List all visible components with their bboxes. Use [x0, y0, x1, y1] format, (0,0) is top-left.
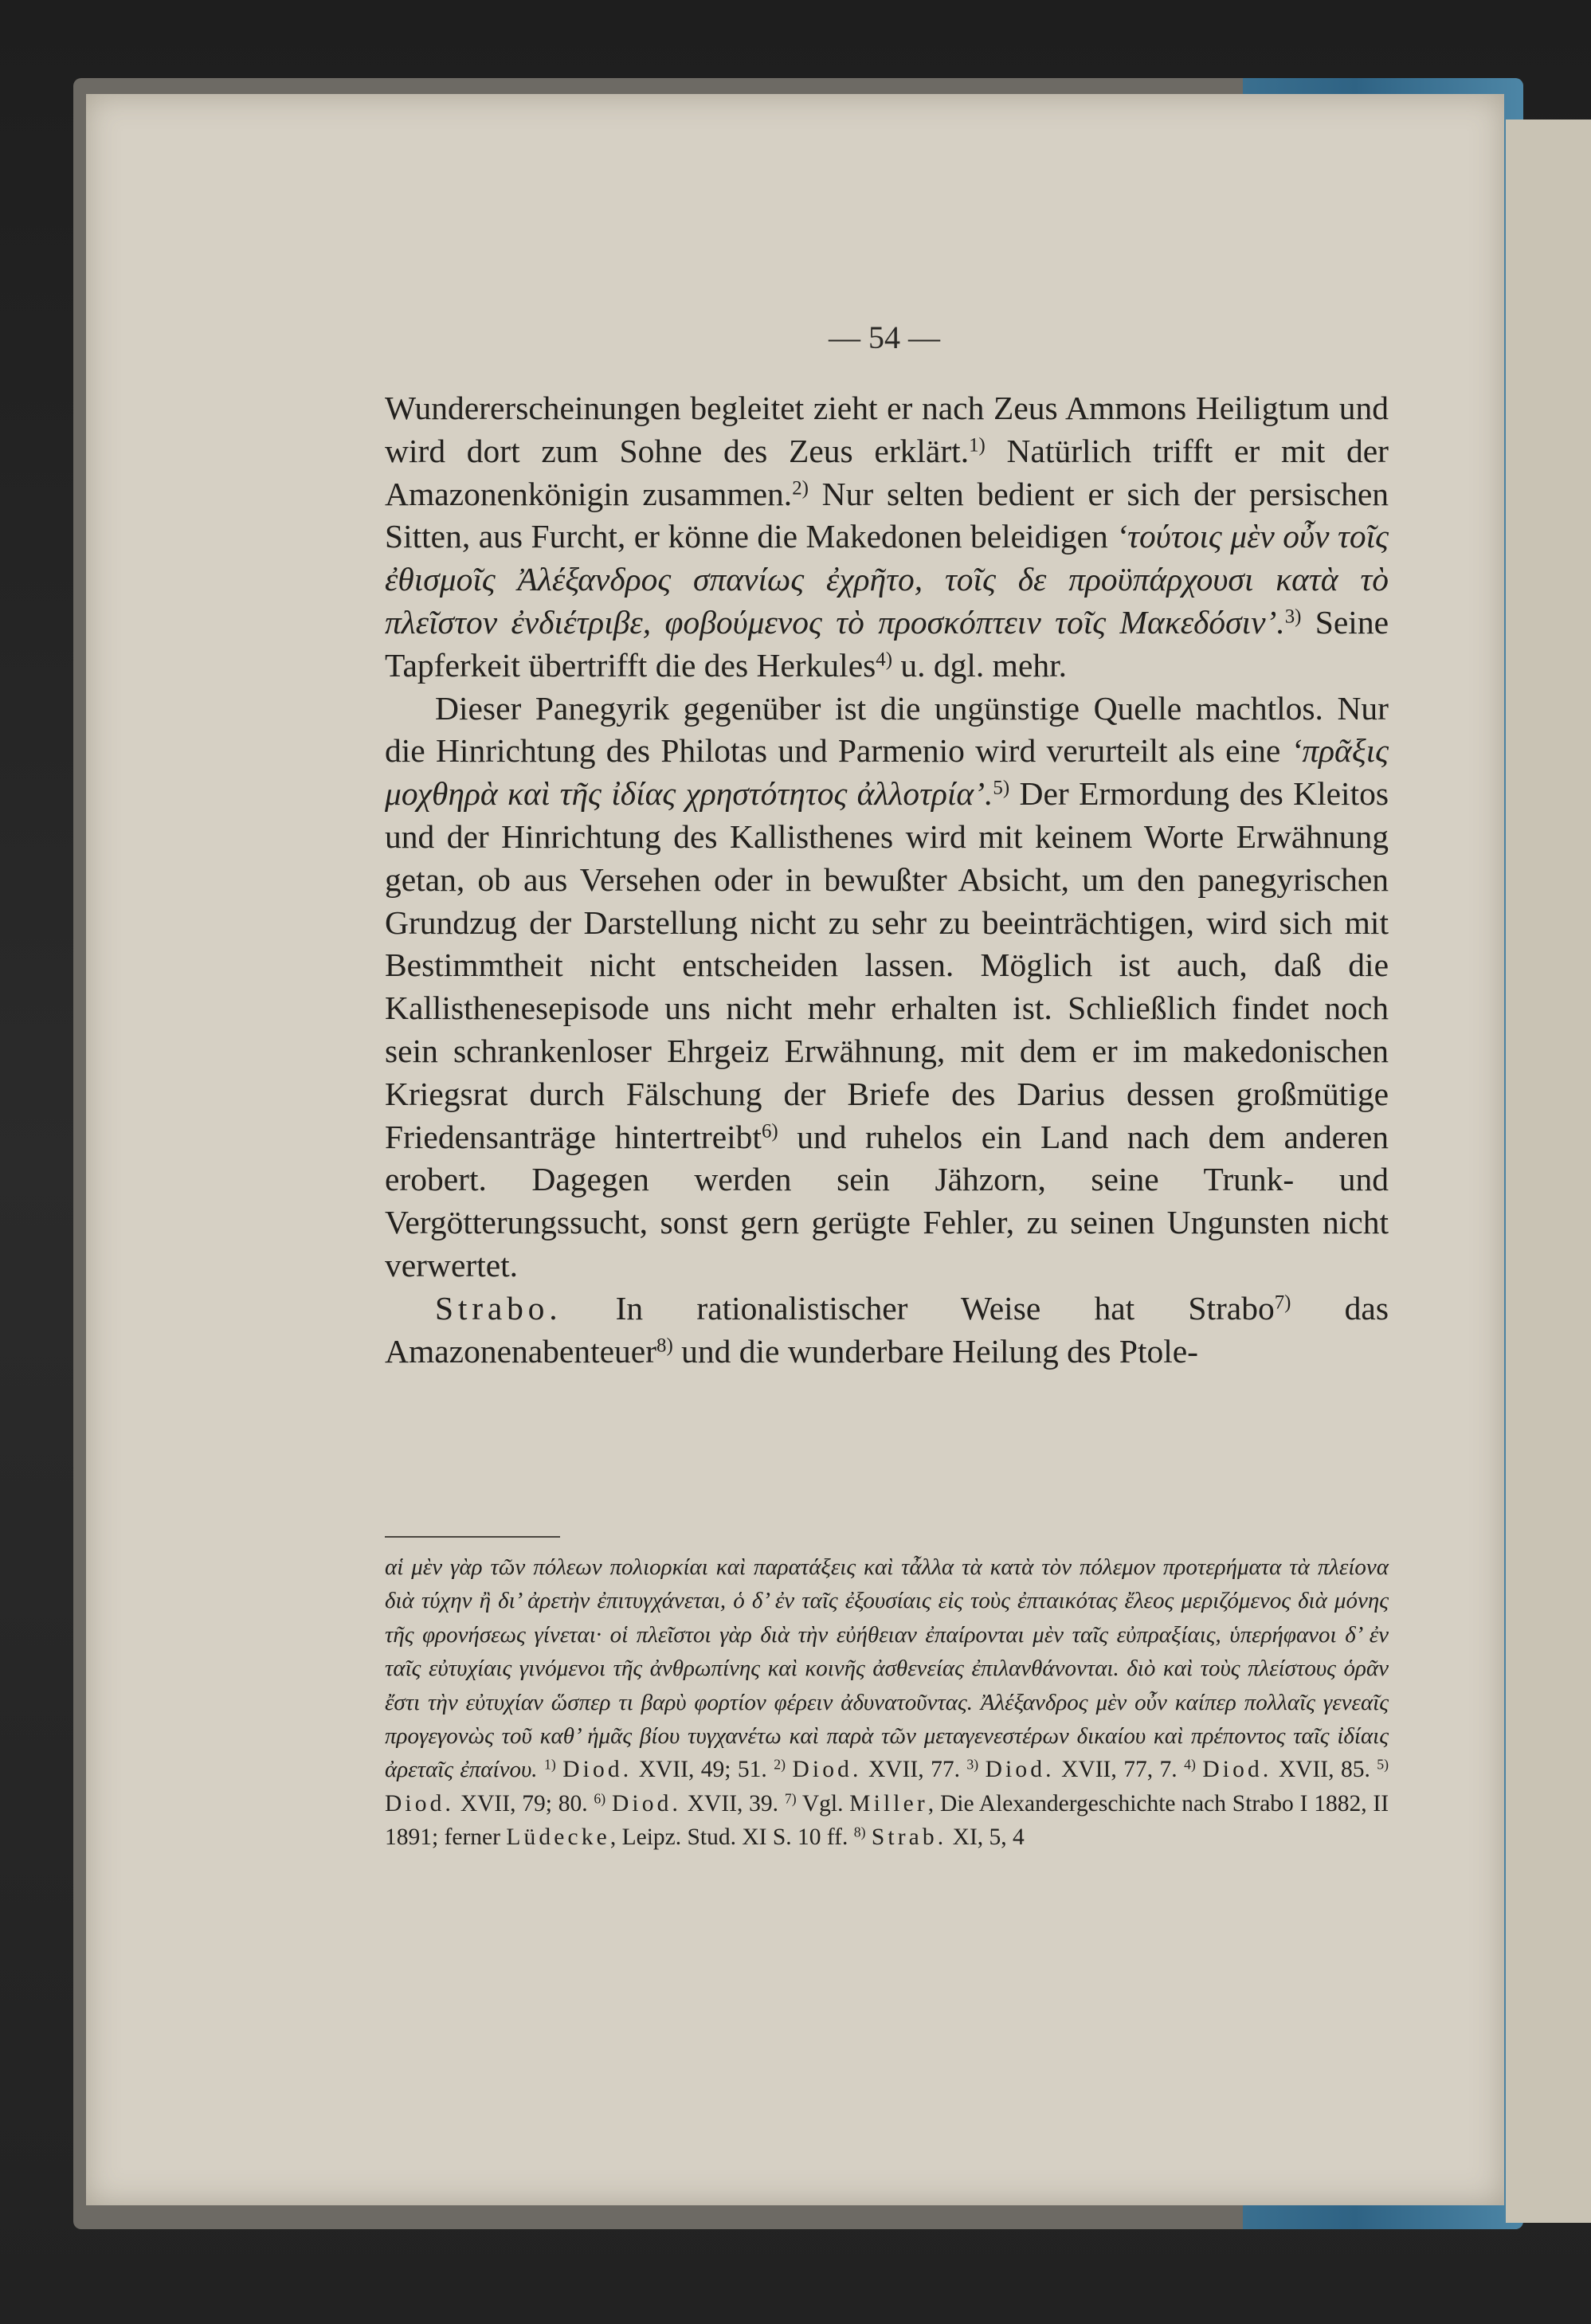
- footnote-2: $^{2)}$ Diod. XVII, 77.: [774, 1756, 960, 1783]
- section-name-strabo: Strabo.: [435, 1289, 562, 1327]
- text-run: Nur selten bedient er sich der persischen Sitten, aus Furcht, er könne die Makedonen beleidigen: [385, 475, 1389, 555]
- footnote-1: $^{1)}$ Diod. XVII, 49; 51.: [543, 1756, 767, 1783]
- footnote-7: $^{7)}$ Vgl. Miller, Die Alexandergeschichte nach Strabo I 1882, II 1891; ferner Lüdecke, Leipz. Stud. XI S. 10 ff.: [385, 1790, 1389, 1851]
- text-run: und die wunderbare Heilung des Ptole-: [672, 1332, 1198, 1370]
- page-number: — 54 —: [829, 319, 940, 355]
- text-run: und ruhelos ein Land nach dem anderen erobert. Dagegen werden sein Jähzorn, seine Trunk- und Vergötterungssucht, sonst gern gerügte Fehler, zu seinen Ungunsten nicht verwertet.: [385, 1118, 1389, 1283]
- footnote-greek-quote: αἱ μὲν γὰρ τῶν πόλεων πολιορκίαι καὶ παρατάξεις καὶ τἆλλα τὰ κατὰ τὸν πόλεμον προτερήματα τὰ πλείονα διὰ τύχην ἢ δι’ ἀρετὴν ἐπιτυγχάνεται, ὁ δ’ ἐν ταῖς ἐξουσίαις εἰς τοὺς ἐπταικότας ἔλεος μεριζόμενος διὰ μόνης τῆς φρονήσεως γίνεται· οἱ πλεῖστοι γὰρ διὰ τὴν εὐήθειαν ἐπαίρονται μὲν ταῖς εὐπραξίαις, ὑπερήφανοι δ’ ἐν ταῖς εὐτυχίαις γινόμενοι τῆς ἀνθρωπίνης καὶ κοινῆς ἀσθενείας ἐπιλανθάνονται. διὸ καὶ τοὺς πλείστους ὁρᾶν ἔστι τὴν εὐτυχίαν ὥσπερ τι βαρὺ φορτίον φέρειν ἀδυνατοῦντας. Ἀλέξανδρος μὲν οὖν καίπερ πολλαῖς γενεαῖς προγεγονὼς τοῦ καθ’ ἡμᾶς βίου τυγχανέτω καὶ παρὰ τῶν μεταγενεστέρων δικαίου καὶ πρέποντος ταῖς ἰδίαις ἀρεταῖς ἐπαίνου.: [385, 1554, 1389, 1783]
- footnote-3: $^{3)}$ Diod. XVII, 77, 7.: [966, 1756, 1178, 1783]
- footnote-4: $^{4)}$ Diod. XVII, 85.: [1184, 1756, 1370, 1783]
- footnote-ref: 1): [969, 434, 986, 457]
- footnote-6: $^{6)}$ Diod. XVII, 39.: [594, 1790, 779, 1816]
- footnote-ref: 6): [761, 1119, 778, 1142]
- text-run: das Amazonenabenteuer: [385, 1289, 1389, 1370]
- greek-quote: ‘πρᾶξις μοχθηρὰ καὶ τῆς ἰδίας χρηστότητος ἀλλοτρία’.: [385, 732, 1389, 813]
- text-run: u. dgl. mehr.: [892, 646, 1068, 684]
- footnote-ref: 3): [1284, 605, 1302, 628]
- greek-quote: ‘τούτοις μὲν οὖν τοῖς ἐθισμοῖς Ἀλέξανδρος σπανίως ἐχρῆτο, τοῖς δε προϋπάρχουσι κατὰ τὸ πλεῖστον ἐνδιέτριβε, φοβούμενος τὸ προσκόπτειν τοῖς Μακεδόσιν’.: [385, 518, 1389, 641]
- footnote-ref: 7): [1274, 1291, 1291, 1314]
- footnote-ref: 4): [876, 649, 893, 671]
- footnote-5: $^{5)}$ Diod. XVII, 79; 80.: [385, 1756, 1389, 1816]
- footnote-divider: [385, 1536, 560, 1538]
- facing-page-edge: [1506, 120, 1591, 2223]
- paragraph-1: [385, 387, 1389, 688]
- footnote-ref: 5): [993, 777, 1010, 799]
- footnote-ref: 2): [792, 476, 809, 499]
- footnote-8: $^{8)}$ Strab. XI, 5, 4: [853, 1824, 1025, 1851]
- main-text: [385, 387, 1389, 1373]
- footnotes: [385, 1550, 1389, 1855]
- text-run: Seine Tapferkeit übertrifft die des Herkules: [385, 603, 1389, 684]
- paragraph-2: [385, 688, 1389, 1287]
- text-run: In rationalistischer Weise hat Strabo: [562, 1289, 1275, 1327]
- text-run: Wundererscheinungen begleitet zieht er nach Zeus Ammons Heiligtum und wird dort zum Sohne des Zeus erklärt.: [385, 390, 1389, 469]
- text-run: Dieser Panegyrik gegenüber ist die ungünstige Quelle machtlos. Nur die Hinrichtung des Philotas und Parmenio wird verurteilt als eine: [385, 689, 1389, 770]
- paragraph-3: [385, 1287, 1389, 1374]
- footnote-ref: 8): [656, 1334, 673, 1356]
- text-run: Natürlich trifft er mit der Amazonenkönigin zusammen.: [385, 432, 1389, 512]
- text-run: Der Ermordung des Kleitos und der Hinrichtung des Kallisthenes wird mit keinem Worte Erwähnung getan, ob aus Versehen oder in bewußter Absicht, um den panegyrischen Grundzug der Darstellung nicht zu sehr zu beeinträchtigen, wird sich mit Bestimmtheit nicht entscheiden lassen. Möglich ist auch, daß die Kallisthenesepisode uns nicht mehr erhalten ist. Schließlich findet noch sein schrankenloser Ehrgeiz Erwähnung, mit dem er im makedonischen Kriegsrat durch Fälschung der Briefe des Darius dessen großmütige Friedensanträge hintertreibt: [385, 775, 1389, 1155]
